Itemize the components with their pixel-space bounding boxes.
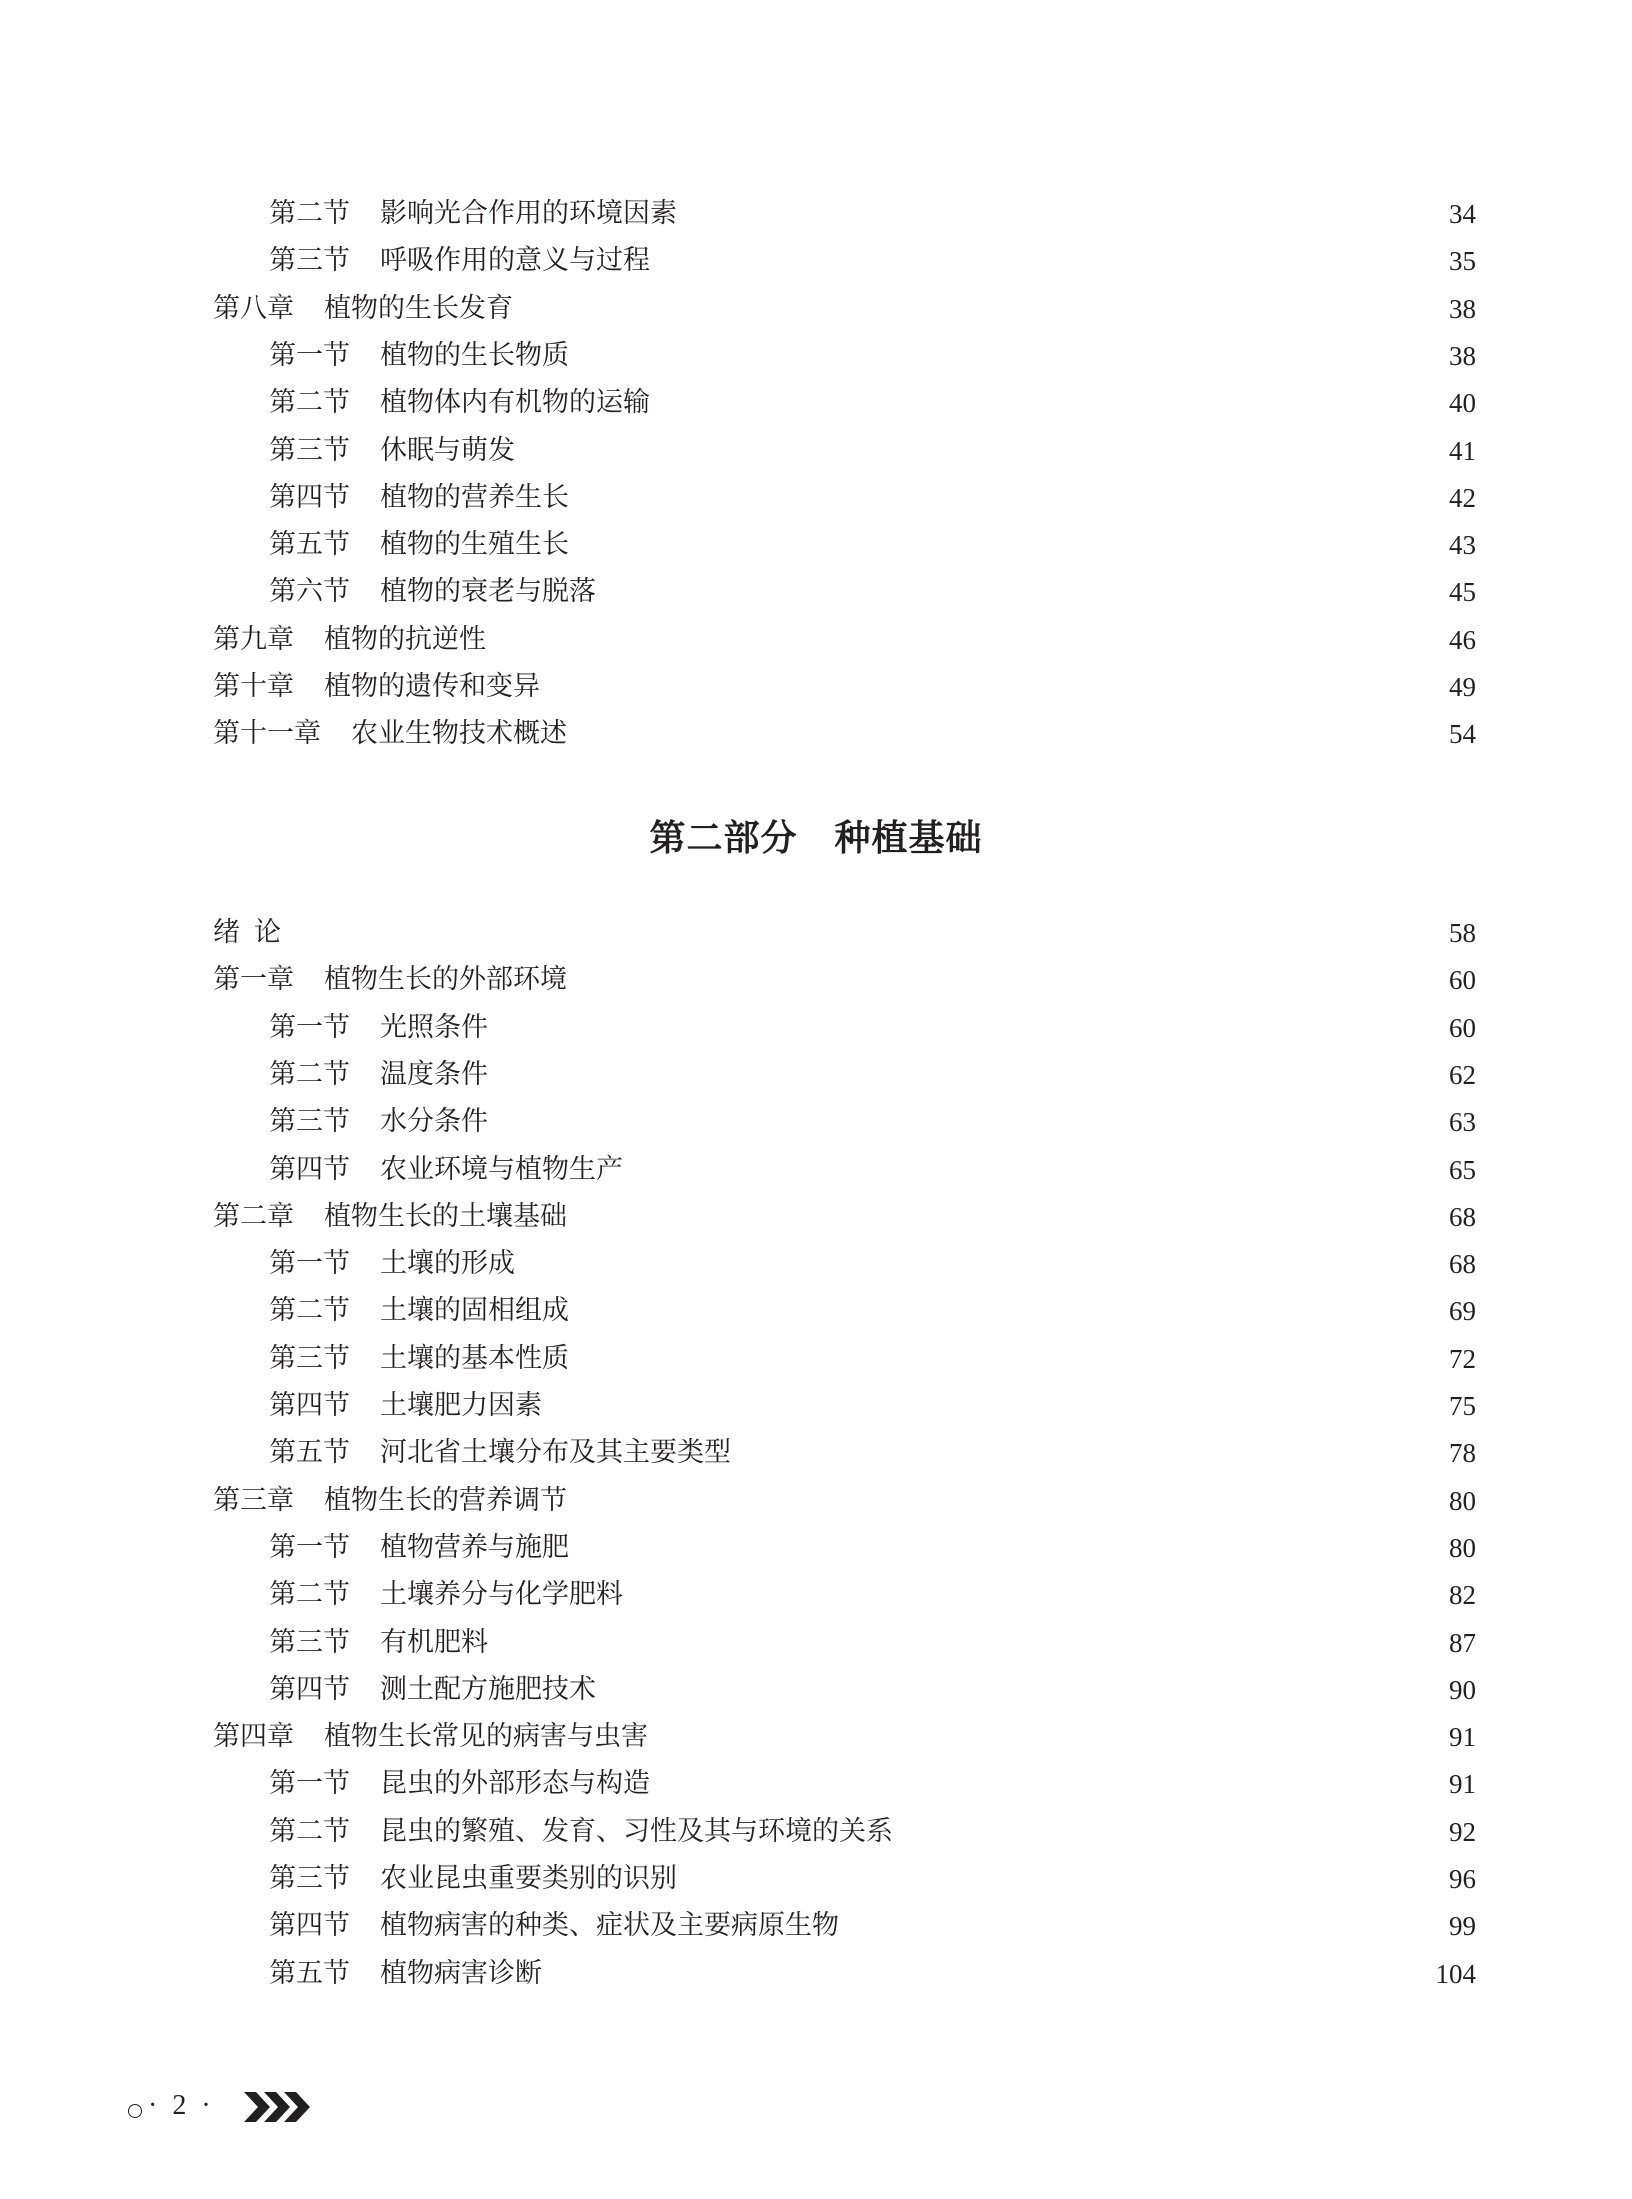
entry-page: 41 <box>1449 435 1476 466</box>
entry-title: 测土配方施肥技术 <box>380 1673 596 1705</box>
entry-page: 45 <box>1449 577 1476 608</box>
entry-title: 农业昆虫重要类别的识别 <box>380 1863 677 1894</box>
entry-page: 78 <box>1449 1438 1476 1469</box>
toc-entry <box>213 1717 1476 1757</box>
dot-leader <box>558 1386 1434 1426</box>
entry-title: 有机肥料 <box>380 1626 488 1658</box>
dot-leader <box>583 1481 1434 1521</box>
entry-title: 植物的营养生长 <box>380 481 569 513</box>
entry-label: 第二节 <box>269 198 350 229</box>
entry-title: 影响光合作用的环境因素 <box>380 198 677 229</box>
dot-leader <box>585 1339 1434 1379</box>
dot-leader <box>585 1291 1434 1331</box>
toc-entry <box>269 194 1476 234</box>
entry-label: 第四节 <box>269 481 350 513</box>
entry-page: 99 <box>1449 1911 1476 1942</box>
toc-entry <box>213 913 1476 953</box>
entry-page: 42 <box>1449 482 1476 513</box>
entry-title: 农业生物技术概述 <box>351 718 567 750</box>
entry-label: 第六节 <box>269 576 350 608</box>
toc-entry <box>213 714 1476 754</box>
entry-label: 第九章 <box>213 623 294 655</box>
entry-page: 54 <box>1449 719 1476 750</box>
entry-label: 第四节 <box>269 1390 350 1421</box>
entry-title: 土壤养分与化学肥料 <box>380 1579 623 1611</box>
entry-label: 第三节 <box>269 1342 350 1374</box>
dot-leader <box>558 1954 1422 1994</box>
toc-entry <box>269 1764 1476 1804</box>
toc-entry <box>213 1197 1476 1237</box>
chevrons-icon <box>244 2090 324 2124</box>
entry-title: 农业环境与植物生产 <box>380 1153 623 1185</box>
toc-entry <box>269 1339 1476 1379</box>
dot-leader <box>585 525 1434 565</box>
entry-label: 第二节 <box>269 387 350 419</box>
dot-leader <box>504 1055 1434 1095</box>
entry-page: 68 <box>1449 1249 1476 1280</box>
entry-page: 82 <box>1449 1580 1476 1611</box>
toc-entry <box>269 1244 1476 1284</box>
toc-entry <box>269 1102 1476 1142</box>
entry-label: 第十章 <box>213 671 294 702</box>
dot-leader <box>583 960 1434 1000</box>
entry-page: 38 <box>1449 293 1476 324</box>
toc-entry <box>213 289 1476 329</box>
entry-page: 43 <box>1449 530 1476 561</box>
entry-page: 34 <box>1449 199 1476 229</box>
toc-entry <box>269 1528 1476 1568</box>
entry-title: 植物的抗逆性 <box>324 623 486 655</box>
entry-title: 土壤的形成 <box>380 1248 515 1280</box>
entry-title: 植物的生殖生长 <box>380 529 569 561</box>
toc-entry <box>269 572 1476 612</box>
toc-entry <box>213 667 1476 707</box>
dot-leader <box>693 1859 1434 1899</box>
entry-title: 植物营养与施肥 <box>380 1531 569 1563</box>
entry-title: 呼吸作用的意义与过程 <box>380 245 650 277</box>
entry-label: 第四节 <box>269 1153 350 1185</box>
page-footer <box>128 2086 328 2126</box>
entry-label: 第五节 <box>269 529 350 561</box>
entry-title: 植物生长的营养调节 <box>324 1484 567 1516</box>
toc-entry <box>269 1291 1476 1331</box>
entry-label: 第八章 <box>213 292 294 324</box>
entry-label: 第三节 <box>269 245 350 277</box>
circle-icon <box>128 2104 142 2118</box>
toc-entry <box>269 1859 1476 1899</box>
entry-label: 第四节 <box>269 1673 350 1705</box>
entry-label: 第三章 <box>213 1484 294 1516</box>
entry-title: 植物的生长物质 <box>380 339 569 371</box>
entry-label: 第三节 <box>269 1106 350 1138</box>
entry-label: 第一节 <box>269 1531 350 1563</box>
entry-label: 第一节 <box>269 1768 350 1800</box>
entry-page: 80 <box>1449 1485 1476 1516</box>
toc-entry <box>213 1481 1476 1521</box>
entry-page: 68 <box>1449 1201 1476 1232</box>
entry-label: 第二节 <box>269 1579 350 1611</box>
entry-title: 昆虫的外部形态与构造 <box>380 1768 650 1800</box>
entry-label: 第四章 <box>213 1721 294 1753</box>
dot-leader <box>666 1764 1434 1804</box>
dot-leader <box>855 1906 1434 1946</box>
entry-label: 第五节 <box>269 1437 350 1469</box>
dot-leader <box>583 1197 1434 1237</box>
entry-title: 土壤肥力因素 <box>380 1390 542 1421</box>
entry-title: 土壤的固相组成 <box>380 1295 569 1327</box>
entry-page: 65 <box>1449 1154 1476 1185</box>
toc-entry <box>269 478 1476 518</box>
entry-page: 87 <box>1449 1627 1476 1658</box>
entry-page: 91 <box>1449 1722 1476 1753</box>
entry-title: 昆虫的繁殖、发育、习性及其与环境的关系 <box>380 1815 893 1847</box>
toc-entry <box>269 1670 1476 1710</box>
entry-title: 土壤的基本性质 <box>380 1342 569 1374</box>
entry-page: 72 <box>1449 1343 1476 1374</box>
entry-title: 植物的衰老与脱落 <box>380 576 596 608</box>
part-title: 第二部分 种植基础 <box>649 818 983 859</box>
page-number: · 2 · <box>148 2090 215 2121</box>
dot-leader <box>666 383 1434 423</box>
dot-leader <box>583 714 1434 754</box>
entry-page: 92 <box>1449 1816 1476 1847</box>
entry-page: 90 <box>1449 1674 1476 1705</box>
dot-leader <box>529 289 1434 329</box>
entry-label: 第二节 <box>269 1295 350 1327</box>
entry-label: 第二章 <box>213 1200 294 1232</box>
toc-entry <box>269 1906 1476 1946</box>
dot-leader <box>311 913 1434 953</box>
entry-label: 第三节 <box>269 1863 350 1894</box>
entry-page: 69 <box>1449 1296 1476 1327</box>
dot-leader <box>531 431 1434 471</box>
entry-label: 绪论 <box>213 917 295 948</box>
entry-page: 60 <box>1449 1012 1476 1043</box>
entry-label: 第二节 <box>269 1058 350 1090</box>
toc-entry <box>269 1623 1476 1663</box>
entry-label: 第一章 <box>213 964 294 996</box>
toc-entry <box>269 1386 1476 1426</box>
toc-entry <box>269 1812 1476 1852</box>
dot-leader <box>909 1812 1434 1852</box>
entry-label: 第一节 <box>269 1011 350 1043</box>
entry-page: 46 <box>1449 624 1476 655</box>
dot-leader <box>639 1150 1434 1190</box>
dot-leader <box>664 1717 1434 1757</box>
entry-page: 75 <box>1449 1391 1476 1421</box>
entry-title: 植物病害的种类、症状及主要病原生物 <box>380 1910 839 1942</box>
entry-title: 植物生长常见的病害与虫害 <box>324 1721 648 1753</box>
entry-page: 91 <box>1449 1769 1476 1800</box>
entry-page: 49 <box>1449 672 1476 702</box>
entry-title: 植物体内有机物的运输 <box>380 387 650 419</box>
entry-title: 植物的生长发育 <box>324 292 513 324</box>
entry-page: 58 <box>1449 918 1476 948</box>
dot-leader <box>504 1102 1434 1142</box>
dot-leader <box>612 1670 1434 1710</box>
dot-leader <box>504 1623 1434 1663</box>
toc-entry <box>269 1575 1476 1615</box>
entry-title: 光照条件 <box>380 1011 488 1043</box>
entry-label: 第三节 <box>269 434 350 466</box>
entry-page: 62 <box>1449 1059 1476 1090</box>
toc-entry <box>269 1954 1476 1994</box>
dot-leader <box>747 1433 1434 1473</box>
toc-entry <box>269 431 1476 471</box>
entry-label: 第四节 <box>269 1910 350 1942</box>
entry-title: 植物病害诊断 <box>380 1957 542 1989</box>
entry-page: 104 <box>1435 1958 1476 1989</box>
entry-page: 40 <box>1449 388 1476 419</box>
dot-leader <box>585 336 1434 376</box>
dot-leader <box>585 478 1434 518</box>
entry-page: 63 <box>1449 1107 1476 1138</box>
entry-page: 96 <box>1449 1864 1476 1894</box>
entry-label: 第二节 <box>269 1815 350 1847</box>
toc-entry <box>269 383 1476 423</box>
toc-entry <box>269 1055 1476 1095</box>
dot-leader <box>693 194 1434 234</box>
toc-entry <box>269 241 1476 281</box>
toc-entry <box>269 1150 1476 1190</box>
toc-entry <box>269 336 1476 376</box>
entry-label: 第十一章 <box>213 718 321 750</box>
dot-leader <box>666 241 1434 281</box>
entry-title: 休眠与萌发 <box>380 434 515 466</box>
toc-entry <box>213 620 1476 660</box>
entry-label: 第一节 <box>269 339 350 371</box>
entry-label: 第一节 <box>269 1248 350 1280</box>
toc-entry <box>213 960 1476 1000</box>
entry-title: 河北省土壤分布及其主要类型 <box>380 1437 731 1469</box>
entry-title: 植物生长的外部环境 <box>324 964 567 996</box>
entry-title: 植物生长的土壤基础 <box>324 1200 567 1232</box>
dot-leader <box>585 1528 1434 1568</box>
toc-entry <box>269 1008 1476 1048</box>
dot-leader <box>504 1008 1434 1048</box>
entry-label: 第五节 <box>269 1957 350 1989</box>
entry-page: 38 <box>1449 340 1476 371</box>
entry-title: 温度条件 <box>380 1058 488 1090</box>
entry-page: 80 <box>1449 1532 1476 1563</box>
entry-title: 植物的遗传和变异 <box>324 671 540 702</box>
dot-leader <box>531 1244 1434 1284</box>
toc-entry <box>269 525 1476 565</box>
entry-page: 35 <box>1449 246 1476 277</box>
dot-leader <box>502 620 1434 660</box>
entry-page: 60 <box>1449 965 1476 996</box>
dot-leader <box>639 1575 1434 1615</box>
entry-title: 水分条件 <box>380 1106 488 1138</box>
toc-entry <box>269 1433 1476 1473</box>
entry-label: 第三节 <box>269 1626 350 1658</box>
dot-leader <box>612 572 1434 612</box>
dot-leader <box>556 667 1434 707</box>
